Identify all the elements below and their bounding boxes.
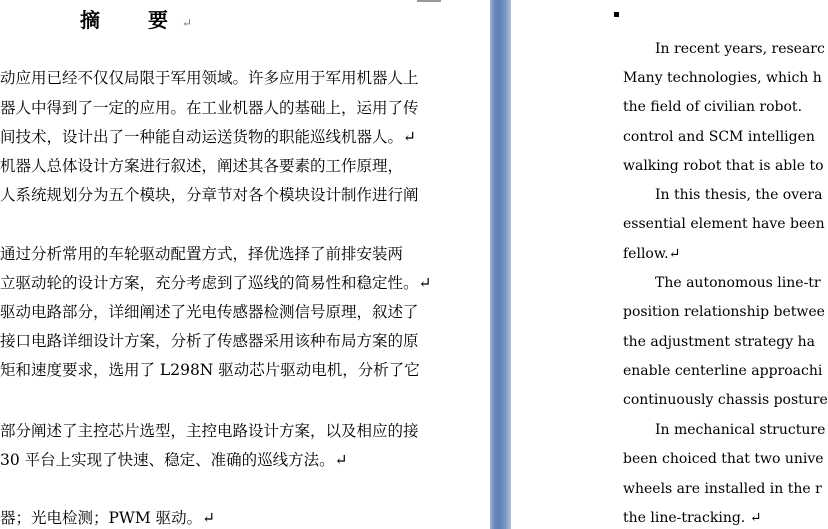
right-document-page — [511, 0, 828, 529]
english-text-line: the line-tracking. ↵ — [623, 510, 762, 526]
chinese-text-line: 30 平台上实现了快速、稳定、准确的巡线方法。↵ — [0, 451, 348, 469]
english-text-line: position relationship betwee — [623, 304, 825, 320]
english-text-line: wheels are installed in the r — [623, 481, 822, 497]
english-text-line: Many technologies, which h — [623, 70, 822, 86]
chinese-text-line: 器人中得到了一定的应用。在工业机器人的基础上，运用了传 — [0, 99, 419, 117]
english-text-line: the field of civilian robot. — [623, 99, 803, 115]
page-gutter — [490, 0, 511, 529]
chinese-text-line: 动应用已经不仅仅局限于军用领域。许多应用于军用机器人上 — [0, 69, 419, 87]
english-text-line: essential element have been — [623, 216, 825, 232]
chinese-text-line: 矩和速度要求，选用了 L298N 驱动芯片驱动电机，分析了它 — [0, 361, 420, 379]
english-text-line: In recent years, researc — [655, 41, 825, 57]
abstract-heading-text: 摘 要 — [80, 8, 182, 32]
abstract-heading — [80, 4, 192, 33]
chinese-text-line: 人系统规划分为五个模块，分章节对各个模块设计制作进行阐 — [0, 186, 419, 204]
english-text-line: fellow.↵ — [623, 246, 681, 262]
english-text-line: enable centerline approachi — [623, 363, 823, 379]
english-text-line: continuously chassis posture — [623, 392, 828, 408]
english-text-line: In mechanical structure — [655, 422, 826, 438]
chinese-text-line: 部分阐述了主控芯片选型，主控电路设计方案，以及相应的接 — [0, 422, 419, 440]
english-text-line: been choiced that two unive — [623, 451, 824, 467]
chinese-text-line: 间技术，设计出了一种能自动运送货物的职能巡线机器人。↵ — [0, 128, 416, 146]
keywords-line: 器；光电检测；PWM 驱动。↵ — [0, 509, 216, 527]
english-text-line: control and SCM intelligen — [623, 129, 815, 145]
chinese-text-line: 通过分析常用的车轮驱动配置方式，择优选择了前排安装两 — [0, 245, 404, 263]
chinese-text-line: 驱动电路部分，详细阐述了光电传感器检测信号原理，叙述了 — [0, 303, 419, 321]
english-text-line: walking robot that is able to — [623, 158, 824, 174]
english-text-line: The autonomous line-tr — [655, 275, 821, 291]
chinese-text-line: 机器人总体设计方案进行叙述，阐述其各要素的工作原理， — [0, 157, 404, 175]
english-text-line: In this thesis, the overa — [655, 187, 823, 203]
english-text-line: the adjustment strategy ha — [623, 334, 815, 350]
chinese-text-line: 立驱动轮的设计方案，充分考虑到了巡线的简易性和稳定性。↵ — [0, 274, 432, 292]
chinese-text-line: 接口电路详细设计方案，分析了传感器采用该种布局方案的原 — [0, 332, 419, 350]
paragraph-mark-icon: ↵ — [182, 16, 193, 30]
page-corner-mark — [417, 0, 441, 2]
bullet-marker-icon — [614, 12, 619, 17]
